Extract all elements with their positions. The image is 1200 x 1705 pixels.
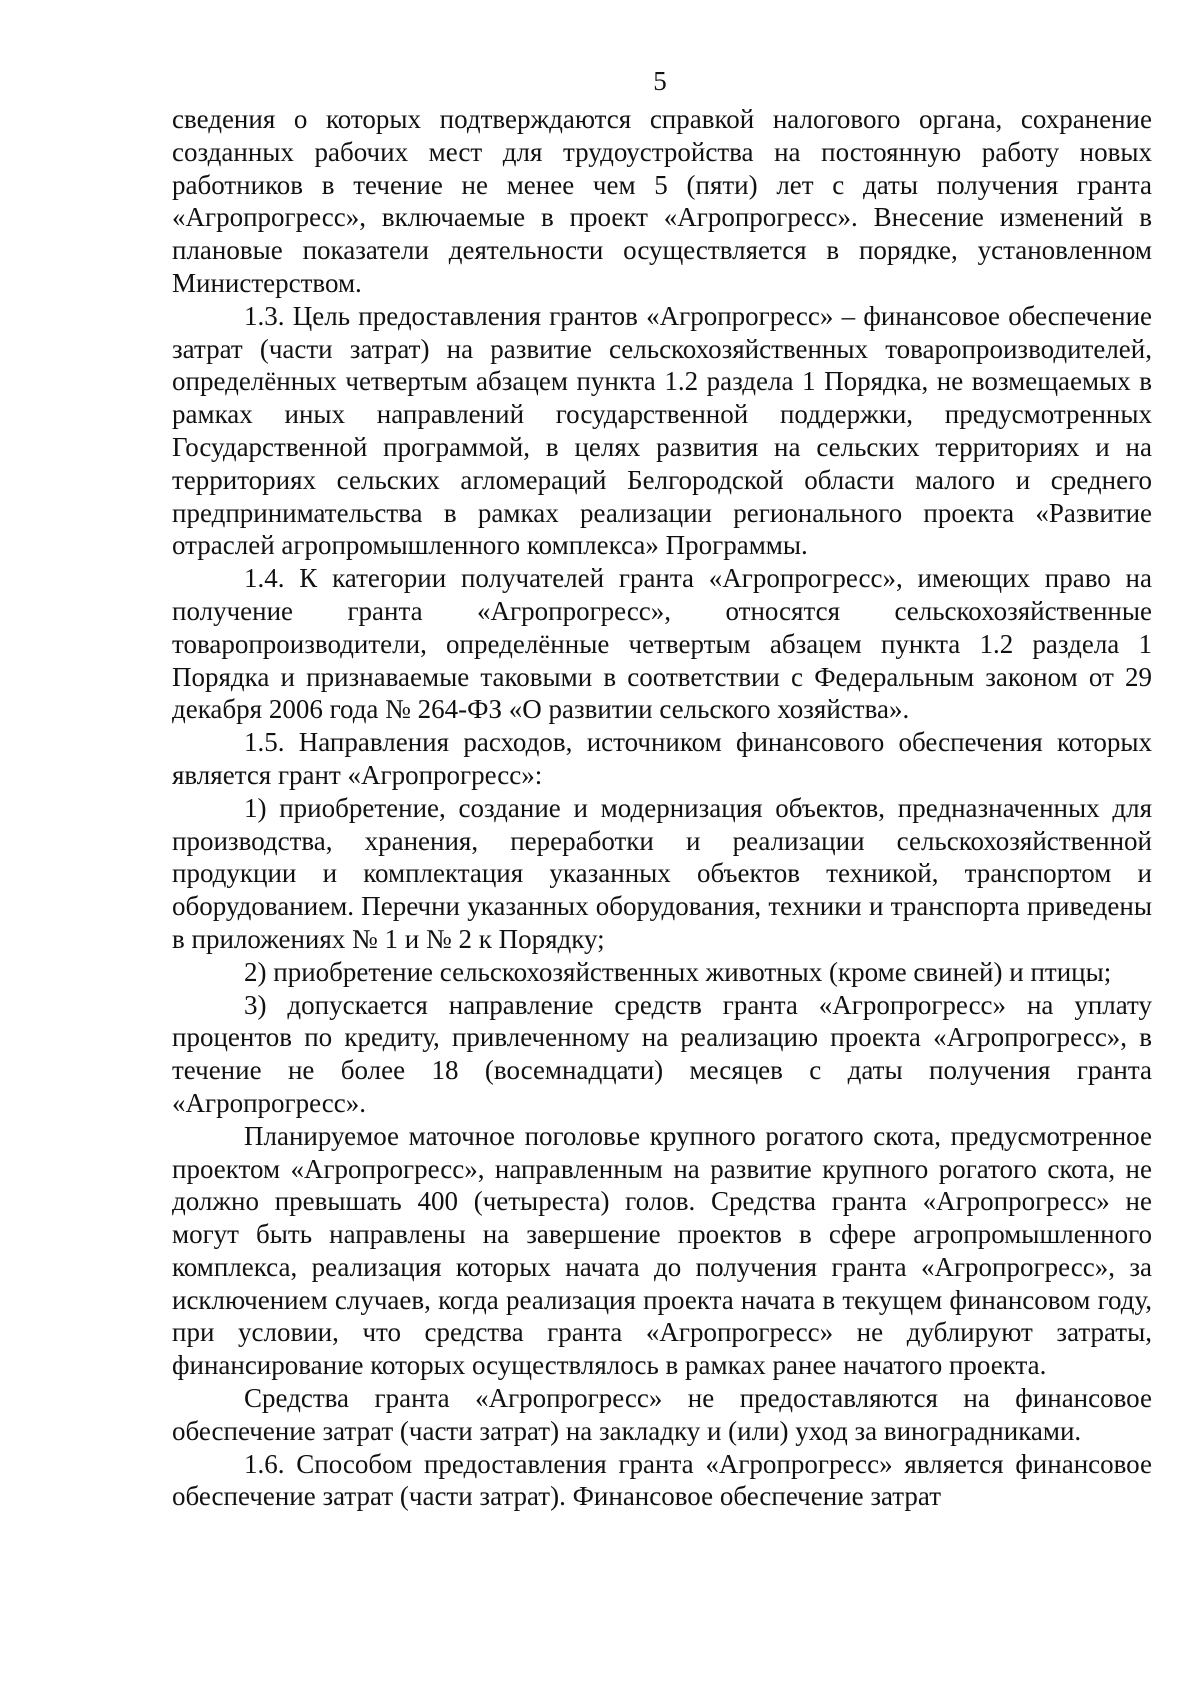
- list-item-1: 1) приобретение, создание и модернизация объектов, предназначенных для производства, хранения, переработки и реализации сельскохозяйственной продукции и комплектация указанных объектов техникой, транспортом и оборудованием. Перечни указанных оборудования, техники и транспорта приведены в приложениях № 1 и № 2 к Порядку;: [172, 792, 1152, 954]
- list-item-2: 2) приобретение сельскохозяйственных животных (кроме свиней) и птицы;: [244, 956, 1112, 987]
- paragraph-continuation: сведения о которых подтверждаются справкой налогового органа, сохранение созданных рабочих мест для трудоустройства на постоянную работу новых работников в течение не менее чем 5 (пяти) лет с даты получения гранта «Агропрогресс», включаемые в проект «Агропрогресс». Внесение изменений в плановые показатели деятельности осуществляется в порядке, установленном Министерством.: [172, 104, 1152, 298]
- paragraph-1-4: 1.4. К категории получателей гранта «Агропрогресс», имеющих право на получение гранта «Агропрогресс», относятся сельскохозяйственные товаропроизводители, определённые четвертым абзацем пункта 1.2 раздела 1 Порядка и признаваемые таковыми в соответствии с Федеральным законом от 29 декабря 2006 года № 264-ФЗ «О развитии сельского хозяйства».: [172, 563, 1152, 725]
- paragraph-livestock: Планируемое маточное поголовье крупного рогатого скота, предусмотренное проектом «Агропрогресс», направленным на развитие крупного рогатого скота, не должно превышать 400 (четыреста) голов. Средства гранта «Агропрогресс» не могут быть направлены на завершение проектов в сфере агропромышленного комплекса, реализация которых начата до получения гранта «Агропрогресс», за исключением случаев, когда реализация проекта начата в текущем финансовом году, при условии, что средства гранта «Агропрогресс» не дублируют затраты, финансирование которых осуществлялось в рамках ранее начатого проекта.: [172, 1120, 1152, 1381]
- list-item-3: 3) допускается направление средств гранта «Агропрогресс» на уплату процентов по кредиту, привлеченному на реализацию проекта «Агропрогресс», в течение не более 18 (восемнадцати) месяцев с даты получения гранта «Агропрогресс».: [172, 989, 1152, 1118]
- paragraph-1-3: 1.3. Цель предоставления грантов «Агропрогресс» – финансовое обеспечение затрат (части затрат) на развитие сельскохозяйственных товаропроизводителей, определённых четвертым абзацем пункта 1.2 раздела 1 Порядка, не возмещаемых в рамках иных направлений государственной поддержки, предусмотренных Государственной программой, в целях развития на сельских территориях и на территориях сельских агломераций Белгородской области малого и среднего предпринимательства в рамках реализации регионального проекта «Развитие отраслей агропромышленного комплекса» Программы.: [172, 300, 1152, 561]
- document-body: [172, 103, 1152, 1513]
- paragraph-1-5: 1.5. Направления расходов, источником финансового обеспечения которых является грант «Агропрогресс»:: [172, 727, 1152, 790]
- page-number: 5: [653, 66, 667, 96]
- paragraph-vineyards: Средства гранта «Агропрогресс» не предоставляются на финансовое обеспечение затрат (части затрат) на закладку и (или) уход за виноградниками.: [172, 1383, 1152, 1446]
- paragraph-1-6: 1.6. Способом предоставления гранта «Агропрогресс» является финансовое обеспечение затрат (части затрат). Финансовое обеспечение затрат: [172, 1448, 1152, 1512]
